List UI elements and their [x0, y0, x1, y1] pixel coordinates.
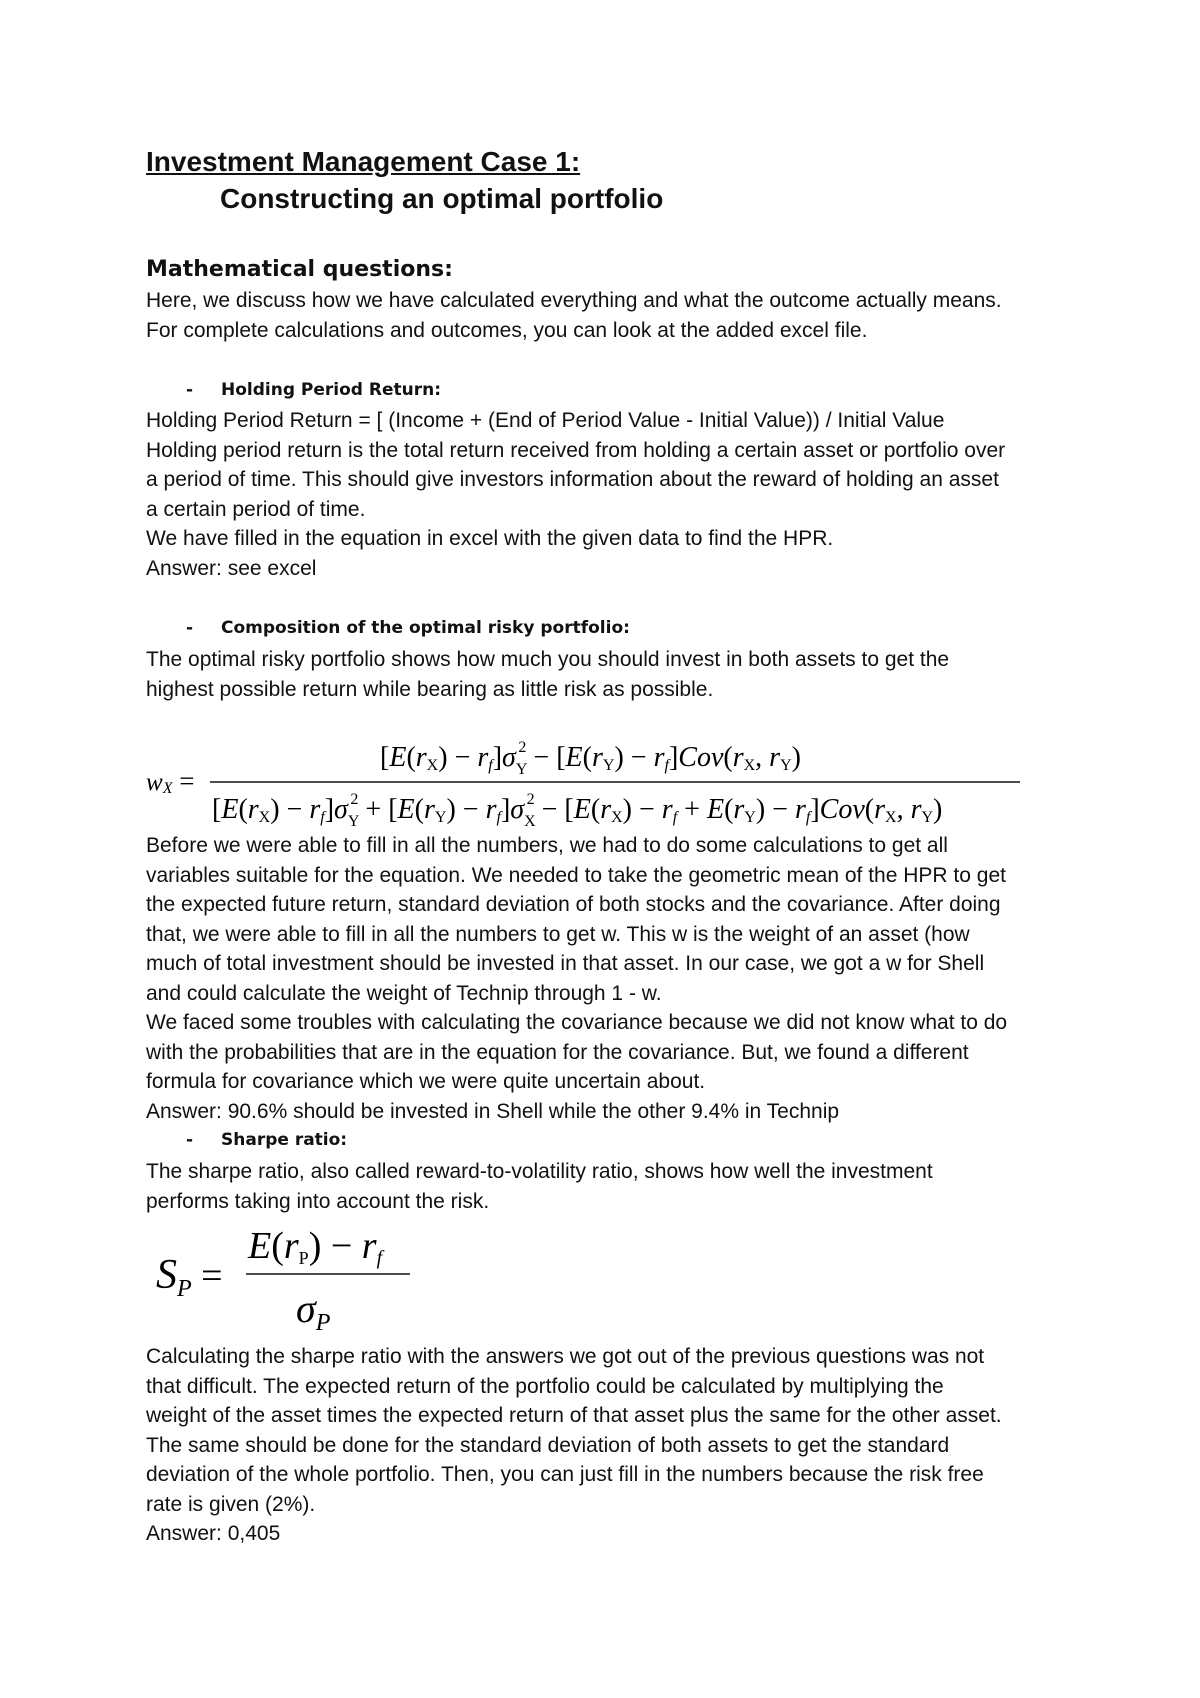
text-line: a period of time. This should give investors information about the reward of holding an asset: [146, 468, 999, 491]
text-line: Holding Period Return = [ (Income + (End of Period Value - Initial Value)) / Initial Value: [146, 409, 945, 432]
doc-subtitle: Constructing an optimal portfolio: [220, 183, 664, 214]
text-line: that difficult. The expected return of the portfolio could be calculated by multiplying the: [146, 1374, 944, 1398]
text-line: and could calculate the weight of Technip through 1 - w.: [146, 981, 662, 1005]
svg-text:[E(rX) − rf]σY2 + [E(rY) − rf]: $[E(rX) - rf]\sigma_Y2 + [E(rY) - rf]\sigma_X2 - [E(rX)$ − rf + E(rY) − rf]Cov(rX, rY): [212, 791, 943, 830]
text-line: the expected future return, standard deviation of both stocks and the covariance. After doing: [146, 893, 1001, 916]
bullet-sharpe-label: Sharpe ratio:: [221, 1130, 348, 1150]
text-line: weight of the asset times the expected return of that asset plus the same for the other asset.: [146, 1404, 1002, 1427]
svg-text:wX =: wX =: [146, 766, 195, 797]
optimal-weight-formula: [140, 730, 1020, 830]
svg-text:SP =: SP =: [156, 1252, 223, 1302]
section-heading: Mathematical questions:: [146, 257, 453, 282]
text-line: Answer: see excel: [146, 556, 317, 580]
orp-intro: [146, 645, 949, 704]
text-line: For complete calculations and outcomes, you can look at the added excel file.: [146, 318, 868, 342]
text-line: Answer: 0,405: [146, 1522, 281, 1545]
sharpe-ratio-formula: [146, 1218, 426, 1338]
text-line: Before we were able to fill in all the numbers, we had to do some calculations to get all: [146, 834, 948, 857]
sharpe-paragraph: [146, 1342, 1002, 1549]
text-line: Here, we discuss how we have calculated everything and what the outcome actually means.: [146, 289, 1002, 312]
text-line: formula for covariance which we were quite uncertain about.: [146, 1070, 706, 1093]
text-line: deviation of the whole portfolio. Then, you can just fill in the numbers because the risk free: [146, 1463, 984, 1486]
text-line: The optimal risky portfolio shows how much you should invest in both assets to get the: [146, 648, 950, 671]
text-line: The same should be done for the standard deviation of both assets to get the standard: [146, 1433, 950, 1457]
svg-text:σP: $\sigma_P$: [296, 1286, 331, 1336]
text-line: We faced some troubles with calculating the covariance because we did not know what to do: [146, 1011, 1008, 1034]
svg-text:E(rP) − rf: E(rP) − rf: [248, 1225, 383, 1269]
orp-paragraph: [146, 831, 1007, 1126]
bullet-dash: -: [186, 618, 194, 638]
text-line: that, we were able to fill in all the numbers to get w. This w is the weight of an asset (how: [146, 922, 970, 946]
bullet-orp-label: Composition of the optimal risky portfolio:: [221, 618, 630, 638]
text-line: highest possible return while bearing as little risk as possible.: [146, 677, 714, 701]
text-line: Calculating the sharpe ratio with the answers we got out of the previous questions was not: [146, 1345, 985, 1368]
bullet-dash: -: [186, 380, 194, 400]
bullet-hpr-label: Holding Period Return:: [221, 380, 442, 400]
text-line: The sharpe ratio, also called reward-to-volatility ratio, shows how well the investment: [146, 1160, 933, 1183]
text-line: rate is given (2%).: [146, 1492, 316, 1516]
text-line: We have filled in the equation in excel with the given data to find the HPR.: [146, 527, 834, 550]
text-line: Answer: 90.6% should be invested in Shell while the other 9.4% in Technip: [146, 1099, 840, 1123]
text-line: much of total investment should be invested in that asset. In our case, we got a w for Shell: [146, 952, 985, 975]
text-line: a certain period of time.: [146, 497, 366, 521]
text-line: performs taking into account the risk.: [146, 1189, 490, 1213]
doc-title: Investment Management Case 1:: [146, 146, 581, 177]
sharpe-intro: [146, 1157, 933, 1216]
intro-paragraph: [146, 286, 1002, 345]
text-line: with the probabilities that are in the equation for the covariance. But, we found a different: [146, 1040, 969, 1064]
bullet-dash: -: [186, 1130, 194, 1150]
hpr-paragraph: [146, 406, 1005, 583]
text-line: Holding period return is the total return received from holding a certain asset or portfolio over: [146, 438, 1006, 462]
text-line: variables suitable for the equation. We needed to take the geometric mean of the HPR to get: [146, 863, 1006, 887]
svg-text:[E(rX) − rf]σY2 − [E(rY) − rf]: $[E(rX) - rf]\sigma_Y2 - [E(rY) - rf]Cov(rX$, rY): [380, 739, 801, 778]
